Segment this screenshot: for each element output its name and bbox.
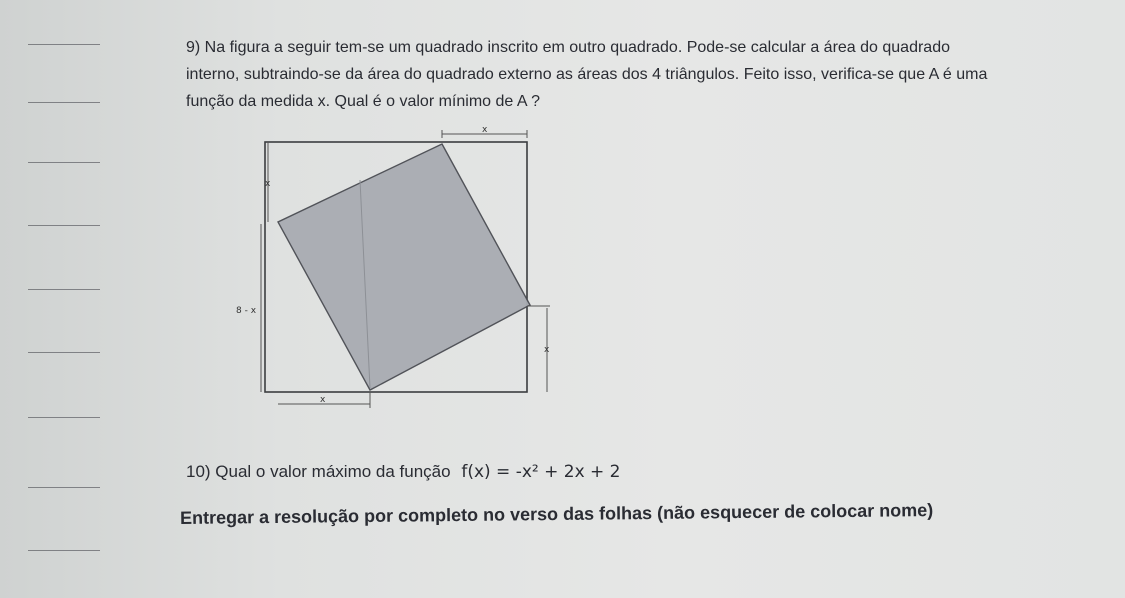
label-left-bottom: 8 - x — [236, 306, 257, 316]
question-9-line-1: 9) Na figura a seguir tem-se um quadrado inscrito em outro quadrado. Pode-se calcular a área do quadrado — [186, 39, 950, 56]
margin-line — [28, 162, 100, 163]
label-bottom: x — [320, 395, 326, 405]
margin-line — [28, 225, 100, 226]
label-top: x — [482, 125, 488, 135]
margin-line — [28, 102, 100, 103]
question-10 — [186, 462, 621, 482]
label-right: x — [544, 345, 550, 355]
question-9-line-2: interno, subtraindo-se da área do quadrado externo as áreas dos 4 triângulos. Feito isso, verifica-se que A é uma — [186, 66, 988, 83]
notebook-margin-lines — [0, 0, 110, 598]
question-9 — [186, 34, 1086, 115]
margin-line — [28, 289, 100, 290]
figure-svg — [230, 120, 560, 420]
question-10-formula: f(x) = -x² + 2x + 2 — [461, 462, 621, 482]
margin-line — [28, 550, 100, 551]
inner-square — [278, 144, 530, 390]
question-9-line-3: função da medida x. Qual é o valor mínimo de A ? — [186, 93, 540, 110]
margin-line — [28, 417, 100, 418]
margin-line — [28, 352, 100, 353]
question-10-text: 10) Qual o valor máximo da função — [186, 462, 451, 481]
inscribed-squares-figure — [230, 120, 560, 420]
margin-line — [28, 487, 100, 488]
margin-line — [28, 44, 100, 45]
submission-instruction: Entregar a resolução por completo no verso das folhas (não esquecer de colocar nome) — [179, 500, 934, 528]
label-left-top: x — [265, 179, 271, 189]
